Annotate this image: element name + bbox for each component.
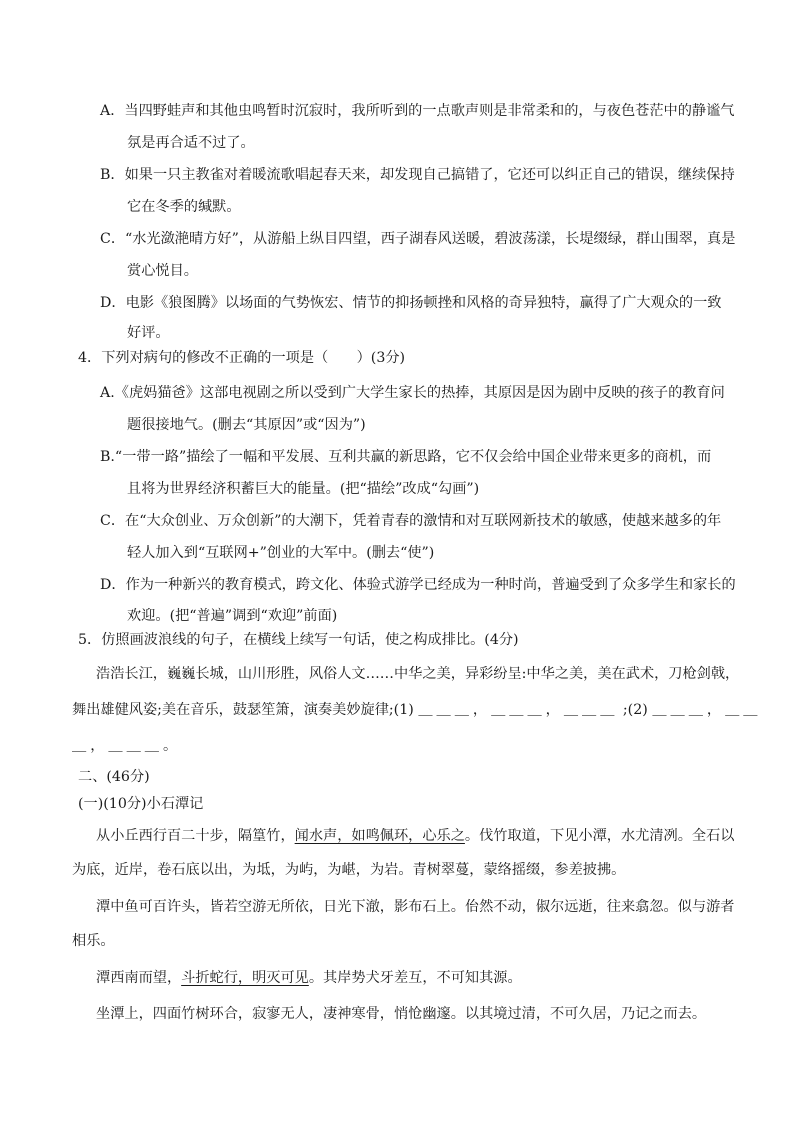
passage-p3-text-a: 潭西南而望， (96, 970, 182, 986)
q5-paragraph-line1: 浩浩长江，巍巍长城，山川形胜，风俗人文……中华之美，异彩纷呈:中华之美，美在武术，刀枪剑戟， (96, 666, 740, 682)
q3-option-a-line1: A．当四野蛙声和其他虫鸣暂时沉寂时，我所听到的一点歌声则是非常柔和的，与夜色苍茫中的静谧气 (100, 103, 735, 119)
q5-blank-2[interactable]: ＿＿＿，＿＿ (652, 702, 762, 718)
q4-option-b-line1: B.“一带一路”描绘了一幅和平发展、互利共赢的新思路，它不仅会给中国企业带来更多的商机，而 (100, 449, 712, 465)
passage-p4: 坐潭上，四面竹树环合，寂寥无人，凄神寒骨，悄怆幽邃。以其境过清，不可久居，乃记之而去。 (96, 1006, 707, 1022)
q5-paragraph-line3 (72, 736, 177, 756)
passage-p2-line1: 潭中鱼可百许头，皆若空游无所依，日光下澈，影布石上。佁然不动，俶尔远逝，往来翕忽。似与游者 (96, 899, 735, 915)
q3-option-c-line2: 赏心悦目。 (127, 263, 198, 279)
passage-p1-underlined: 闻水声，如鸣佩环，心乐之 (294, 828, 465, 844)
q4-option-d-line2: 欢迎。(把“普遍”调到“欢迎”前面) (127, 608, 338, 624)
q3-option-b-line1: B．如果一只主教雀对着暖流歌唱起春天来，却发现自己搞错了，它还可以纠正自己的错误，继续保持 (100, 167, 735, 183)
q4-option-a-line1: A.《虎妈猫爸》这部电视剧之所以受到广大学生家长的热捧，其原因是因为剧中反映的孩子的教育问 (100, 385, 725, 401)
q3-option-c-line1: C．“水光潋滟晴方好”，从游船上纵目四望，西子湖春风送暖，碧波荡漾，长堤缀绿，群山围翠，真是 (100, 231, 736, 247)
q5-paragraph-line2 (72, 700, 761, 720)
passage-p1-line2: 为底，近岸，卷石底以出，为坻，为屿，为嵁，为岩。青树翠蔓，蒙络摇缀，参差披拂。 (72, 862, 626, 878)
passage-p3 (96, 968, 522, 988)
q4-option-b-line2: 且将为世界经济积蓄巨大的能量。(把“描绘”改成“勾画”) (127, 481, 480, 497)
q3-option-d-line2: 好评。 (127, 325, 170, 341)
reading-sub-heading: (一)(10分)小石潭记 (78, 796, 204, 812)
q4-option-a-line2: 题很接地气。(删去“其原因”或“因为”) (127, 417, 366, 433)
section2-heading: 二、(46分) (78, 769, 150, 785)
passage-p2-line2: 相乐。 (72, 933, 115, 949)
q3-option-d-line1: D．电影《狼图腾》以场面的气势恢宏、情节的抑扬顿挫和风格的奇异独特，赢得了广大观众的一致 (100, 295, 722, 311)
q5-blank-1[interactable]: ＿＿＿，＿＿＿，＿＿＿ (418, 702, 619, 718)
q4-option-c-line1: C．在“大众创业、万众创新”的大潮下，凭着青春的激情和对互联网新技术的敏感，使越来越多的年 (100, 513, 722, 529)
passage-p1-text-a: 从小丘西行百二十步，隔篁竹， (96, 828, 295, 844)
q5-text-a: 舞出雄健风姿;美在音乐，鼓瑟笙箫，演奏美妙旋律;(1) (72, 702, 414, 718)
q5-stem: 5．仿照画波浪线的句子，在横线上续写一句话，使之构成排比。(4分) (78, 632, 519, 648)
q4-option-c-line2: 轻人加入到“互联网+”创业的大军中。(删去“使”) (127, 545, 435, 561)
q3-option-b-line2: 它在冬季的缄默。 (127, 199, 241, 215)
passage-p1-line1 (96, 826, 734, 846)
q3-option-a-line2: 氛是再合适不过了。 (127, 135, 255, 151)
q5-blank-2-cont[interactable]: ＿，＿＿＿ (72, 738, 163, 754)
q5-period: 。 (162, 738, 178, 754)
q5-text-b: ;(2) (622, 702, 648, 718)
passage-p3-underlined: 斗折蛇行，明灭可见 (181, 970, 309, 986)
q4-stem: 4．下列对病句的修改不正确的一项是（ ）(3分) (78, 350, 406, 366)
passage-p3-text-b: 。其岸势犬牙差互，不可知其源。 (308, 970, 522, 986)
passage-p1-text-b: 。伐竹取道，下见小潭，水尤清冽。全石以 (464, 828, 735, 844)
q4-option-d-line1: D．作为一种新兴的教育模式，跨文化、体验式游学已经成为一种时尚，普遍受到了众多学生和家长的 (100, 577, 736, 593)
